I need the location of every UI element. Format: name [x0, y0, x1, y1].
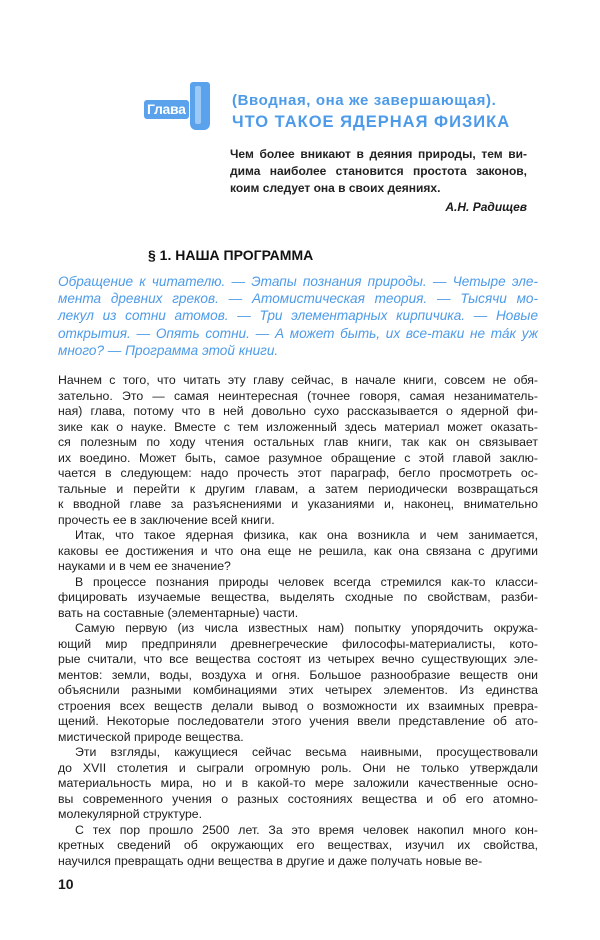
- text-line: чается в следующем: надо прочесть этот параграф, бегло просмотреть ос-: [58, 466, 538, 480]
- text-line: тальные и перейти к другим главам, а затем периодически возвращаться: [58, 481, 538, 496]
- body-text: [58, 373, 538, 869]
- paragraph: [58, 528, 538, 575]
- text-line: ющий мир предприняли древнегреческие философы-материалисты, кото-: [58, 636, 538, 651]
- text-line: прочесть ее в заключение всей книги.: [58, 512, 275, 527]
- text-line: Итак, что такое ядерная физика, как она возникла и чем занимается,: [75, 528, 538, 542]
- chapter-subtitle: (Вводная, она же завершающая).: [232, 92, 497, 109]
- text-line: кретных сведений об окружающих его веществах, изучил их свойства,: [58, 838, 538, 852]
- summary-line: лекул из сотни атомов. — Три элементарных кирпичика. — Новые: [58, 308, 538, 324]
- epigraph-line: Чем более вникают в деяния природы, тем ви-: [230, 147, 527, 161]
- text-line: вы современного учения о разных состояниях вещества и об его атомно-: [58, 791, 538, 806]
- epigraph-line: дима наиболее становится простота законов,: [230, 164, 527, 178]
- text-line: рые считали, что все вещества состоят из четырех вечно существующих эле-: [58, 652, 538, 666]
- text-line: науками и в чем ее значение?: [58, 559, 231, 573]
- text-line: фицировать изучаемые вещества, выделять сходные по свойствам, разби-: [58, 590, 538, 604]
- text-line: С тех пор прошло 2500 лет. За это время человек накопил много кон-: [75, 822, 538, 837]
- chapter-number-graphic: [190, 82, 210, 130]
- text-line: ментов: земли, воды, воздуха и огня. Большое разнообразие веществ они: [58, 667, 538, 682]
- text-line: их воедино. Может быть, самое разумное обращение с этой главой заклю-: [58, 450, 538, 465]
- chapter-badge: Глава: [144, 100, 189, 119]
- epigraph-line: коим следует она в своих деяниях.: [230, 181, 441, 195]
- text-line: вать на составные (элементарные) части.: [58, 605, 299, 620]
- summary-line: мента древних греков. — Атомистическая теория. — Тысячи мо-: [58, 291, 538, 307]
- summary-line: открытия. — Опять сотни. — А может быть, их все-таки не та́к уж: [58, 325, 538, 341]
- page-number: 10: [58, 876, 74, 892]
- epigraph: [230, 146, 527, 197]
- text-line: объяснили разными комбинациями этих четырех элементов. Из единства: [58, 683, 538, 697]
- chapter-title: [232, 90, 510, 133]
- text-line: строения всех веществ делали вывод о возможности их взаимных превра-: [58, 698, 538, 713]
- text-line: Эти взгляды, кажущиеся сейчас весьма наивными, просуществовали: [75, 745, 538, 759]
- text-line: ся полезным по ходу чтения остальных глав книги, так как он связывает: [58, 435, 538, 449]
- paragraph: [58, 745, 538, 823]
- summary-line: Обращение к читателю. — Этапы познания природы. — Четыре эле-: [58, 274, 538, 289]
- text-line: Начнем с того, что читать эту главу сейчас, в начале книги, совсем не обя-: [58, 373, 538, 387]
- chapter-heading: ЧТО ТАКОЕ ЯДЕРНАЯ ФИЗИКА: [232, 113, 511, 131]
- paragraph: [58, 373, 538, 528]
- text-line: молекулярной структуре.: [58, 807, 203, 821]
- text-line: к вводной главе за разъяснениями и указаниями и, наконец, внимательно: [58, 497, 538, 511]
- paragraph: [58, 575, 538, 622]
- section-heading: § 1. НАША ПРОГРАММА: [148, 247, 314, 263]
- text-line: Самую первую (из числа известных нам) попытку упорядочить окружа-: [75, 621, 538, 635]
- text-line: зике как о науке. Вместе с тем изложенный здесь материал может оказать-: [58, 419, 538, 434]
- text-line: каковы ее достижения и что она еще не решила, как она связана с другими: [58, 543, 538, 558]
- section-summary: [58, 273, 538, 359]
- text-line: научился превращать одни вещества в другие и даже получать новые ве-: [58, 853, 483, 868]
- text-line: В процессе познания природы человек всегда стремился как-то класси-: [75, 574, 538, 589]
- text-line: до XVII столетия и сыграли огромную роль. Они не только утверждали: [58, 760, 538, 775]
- text-line: ная) глава, потому что в ней довольно сухо рассказывается о ядерной фи-: [58, 404, 538, 418]
- epigraph-author: А.Н. Радищев: [445, 200, 527, 214]
- paragraph: [58, 823, 538, 870]
- paragraph: [58, 621, 538, 745]
- text-line: зательно. Это — самая неинтересная (точнее говоря, самая незаниматель-: [58, 388, 538, 403]
- text-line: щений. Некоторые последователи этого учения ввели представление об ато-: [58, 714, 538, 728]
- summary-line: много? — Программа этой книги.: [58, 342, 279, 358]
- text-line: мистической природе вещества.: [58, 729, 244, 744]
- text-line: материальность мира, но и в какой-то мере заложили качественные осно-: [58, 776, 538, 790]
